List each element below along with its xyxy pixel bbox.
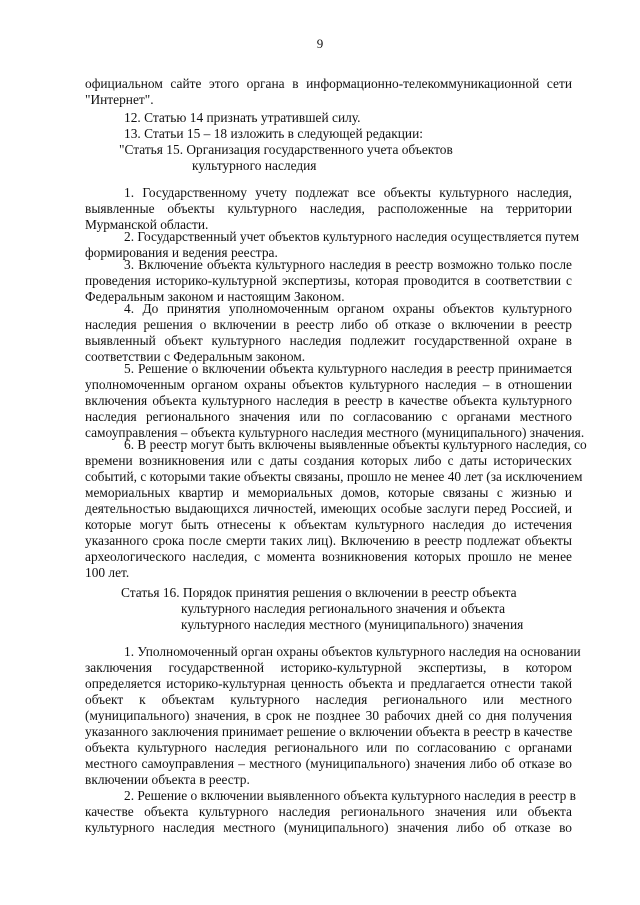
text-line: формирования и ведения реестра. bbox=[85, 245, 278, 260]
text-line: объекта культурного наследия регионального или по согласованию с органами bbox=[85, 740, 572, 755]
text-line: Мурманской области. bbox=[85, 217, 209, 232]
text-line: мемориальных квартир и мемориальных домов, которые связаны с жизнью и bbox=[85, 485, 572, 500]
text-line: культурного наследия регионального значения и объекта bbox=[181, 601, 506, 616]
text-line: 6. В реестр могут быть включены выявленные объекты культурного наследия, со bbox=[124, 437, 587, 452]
text-line: "Статья 15. Организация государственного учета объектов bbox=[119, 142, 453, 157]
text-line: 12. Статью 14 признать утратившей силу. bbox=[124, 110, 361, 125]
text-line: "Интернет". bbox=[85, 92, 154, 107]
text-line: объект к объектам культурного наследия регионального или местного bbox=[85, 692, 572, 707]
text-line: культурного наследия bbox=[192, 158, 317, 173]
text-line: соответствии с Федеральным законом. bbox=[85, 349, 306, 364]
text-line: включении объекта в реестр. bbox=[85, 772, 250, 787]
text-line: наследия регионального значения или по согласованию с органами местного bbox=[85, 409, 572, 424]
text-line: 1. Уполномоченный орган охраны объектов культурного наследия на основании bbox=[124, 644, 581, 659]
page-number: 9 bbox=[316, 36, 324, 51]
text-line: которые могут быть отнесены к объектам культурного наследия до истечения bbox=[85, 517, 572, 532]
text-line: указанного срока после смерти таких лиц). Включению в реестр подлежат объекты bbox=[85, 533, 572, 548]
text-line: включения объекта культурного наследия в реестр в качестве объекта культурного bbox=[85, 393, 572, 408]
text-line: деятельностью выдающихся личностей, имеющих особые заслуги перед Россией, и bbox=[85, 501, 572, 516]
text-line: 3. Включение объекта культурного наследия в реестр возможно только после bbox=[124, 257, 572, 272]
text-line: местного самоуправления – местного (муниципального) значения либо об отказе во bbox=[85, 756, 572, 771]
text-line: (муниципального) значения, в срок не позднее 30 рабочих дней со дня получения bbox=[85, 708, 572, 723]
text-line: уполномоченным органом охраны объектов культурного наследия – в отношении bbox=[85, 377, 572, 392]
text-line: наследия решения о включении в реестр либо об отказе о включении в реестр bbox=[85, 317, 572, 332]
text-line: 1. Государственному учету подлежат все объекты культурного наследия, bbox=[124, 185, 572, 200]
text-line: культурного наследия местного (муниципального) значения либо об отказе во bbox=[85, 820, 572, 835]
text-line: 4. До принятия уполномоченным органом охраны объектов культурного bbox=[124, 301, 572, 316]
text-line: проведения историко-культурной экспертизы, которая проводится в соответствии с bbox=[85, 273, 572, 288]
text-line: археологического наследия, с момента возникновения которых прошло не менее bbox=[85, 549, 572, 564]
text-line: культурного наследия местного (муниципального) значения bbox=[181, 617, 524, 632]
text-line: определяется историко-культурная ценность объекта и предлагается отнести такой bbox=[85, 676, 572, 691]
text-line: 100 лет. bbox=[85, 565, 130, 580]
text-line: времени возникновения или с даты создания которых либо с даты исторических bbox=[85, 453, 572, 468]
text-line: официальном сайте этого органа в информационно-телекоммуникационной сети bbox=[85, 76, 572, 91]
text-line: 5. Решение о включении объекта культурного наследия в реестр принимается bbox=[124, 361, 572, 376]
text-line: 2. Государственный учет объектов культурного наследия осуществляется путем bbox=[124, 229, 580, 244]
text-line: выявленный объект культурного наследия подлежит государственной охране в bbox=[85, 333, 572, 348]
text-line: Федеральным законом и настоящим Законом. bbox=[85, 289, 345, 304]
text-line: Статья 16. Порядок принятия решения о включении в реестр объекта bbox=[121, 585, 517, 600]
text-line: 2. Решение о включении выявленного объекта культурного наследия в реестр в bbox=[124, 788, 576, 803]
text-line: заключения государственной историко-культурной экспертизы, в котором bbox=[85, 660, 572, 675]
text-line: самоуправления – объекта культурного наследия местного (муниципального) значения. bbox=[85, 425, 585, 440]
text-line: качестве объекта культурного наследия регионального значения или объекта bbox=[85, 804, 572, 819]
text-line: выявленные объекты культурного наследия, расположенные на территории bbox=[85, 201, 572, 216]
text-line: 13. Статьи 15 – 18 изложить в следующей редакции: bbox=[124, 126, 423, 141]
text-line: событий, с которыми такие объекты связаны, прошло не менее 40 лет (за исключением bbox=[85, 469, 583, 484]
text-line: указанного заключения принимает решение о включении объекта в реестр в качестве bbox=[85, 724, 573, 739]
